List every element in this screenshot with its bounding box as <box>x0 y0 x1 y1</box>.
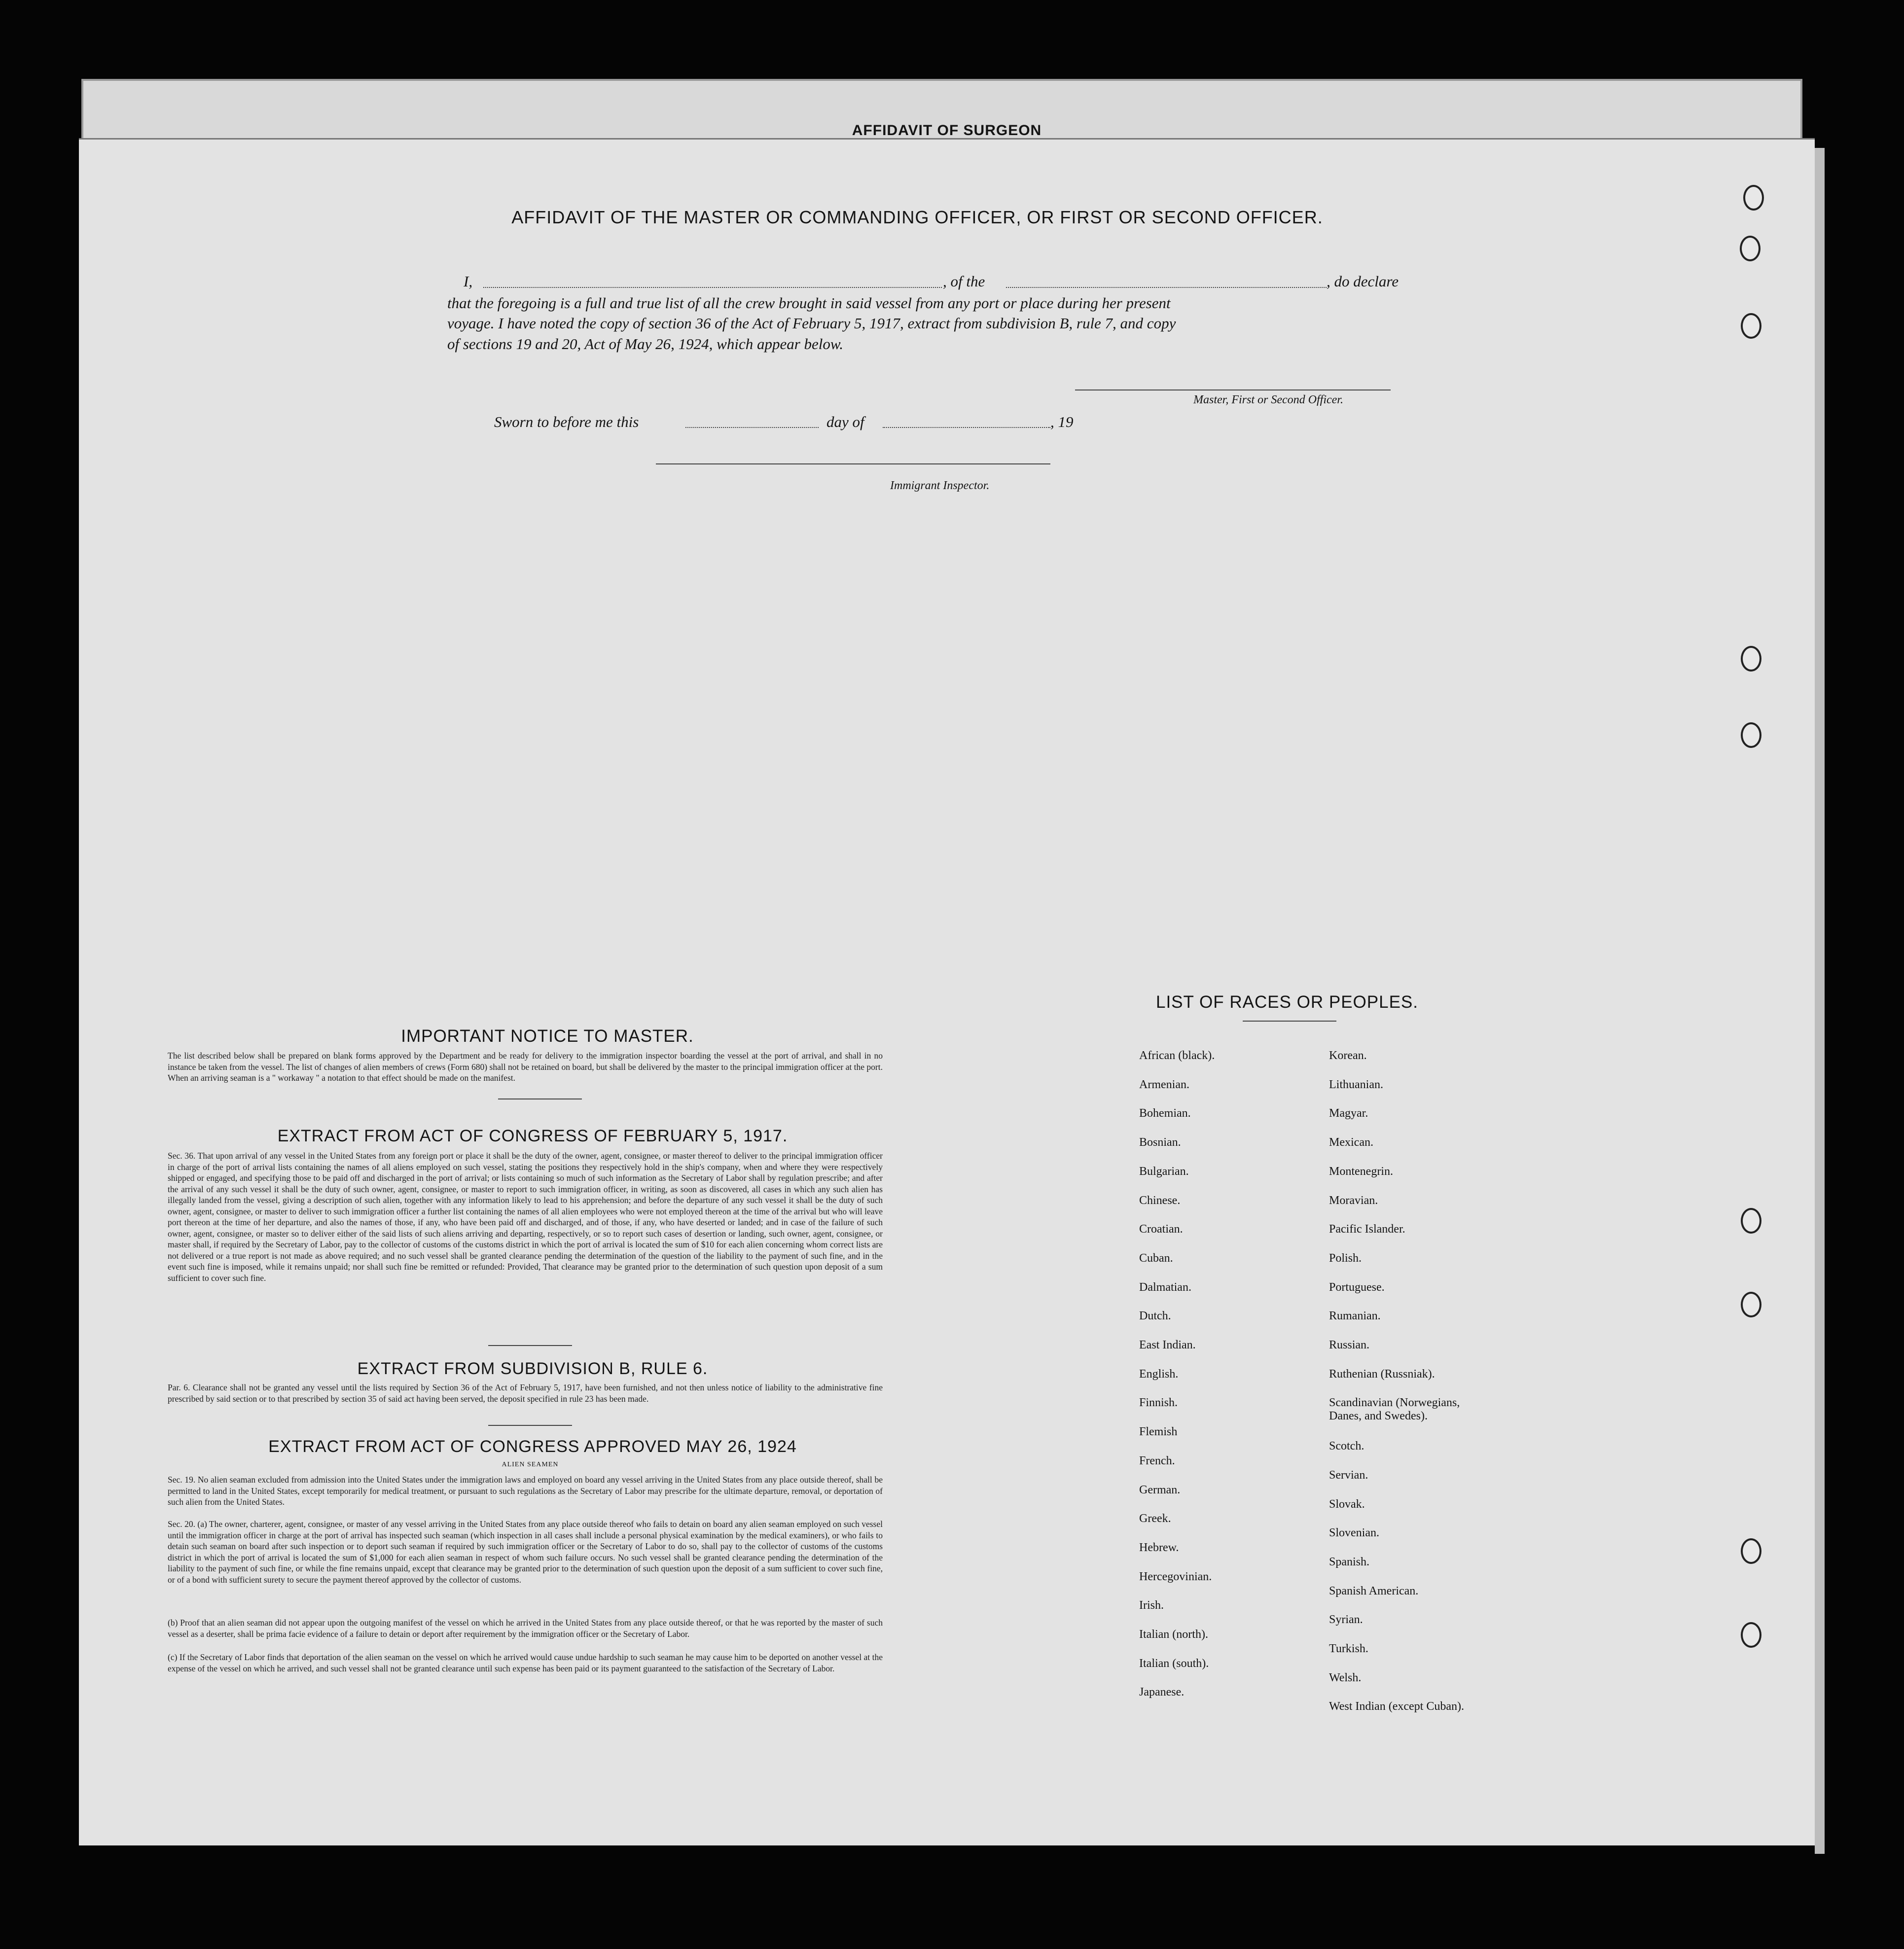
sheet-edge <box>1815 148 1825 1854</box>
sec19-text: Sec. 19. No alien seaman excluded from admission into the United States under the immigration laws and employed on board any vessel arriving in the United States from any place outside thereof, shall be permitted to land in the United States, except temporarily for medical treatment, or pursuant to such regulations as the Secretary of Labor may prescribe for the ultimate departure, removal, or deportation of such alien from the United States. <box>168 1475 883 1507</box>
decl-i-label: I, <box>464 273 473 290</box>
race-item: Portuguese. <box>1329 1280 1385 1294</box>
decl-of-the: , of the <box>943 273 985 290</box>
race-item: Greek. <box>1139 1512 1171 1525</box>
race-item: Bulgarian. <box>1139 1165 1189 1178</box>
vessel-blank[interactable] <box>1006 287 1327 288</box>
affidavit-title: AFFIDAVIT OF THE MASTER OR COMMANDING OFFICER, OR FIRST OR SECOND OFFICER. <box>511 207 1323 227</box>
divider <box>488 1425 572 1426</box>
race-item: Italian (north). <box>1139 1628 1208 1641</box>
race-item: Pacific Islander. <box>1329 1223 1405 1236</box>
name-blank[interactable] <box>483 287 942 288</box>
race-item: Hebrew. <box>1139 1541 1179 1554</box>
race-item: Welsh. <box>1329 1671 1362 1684</box>
rule6-title: EXTRACT FROM SUBDIVISION B, RULE 6. <box>357 1359 708 1378</box>
race-item: Mexican. <box>1329 1136 1373 1149</box>
race-item: Chinese. <box>1139 1194 1181 1207</box>
race-item: Dalmatian. <box>1139 1280 1191 1294</box>
extract-1924-title: EXTRACT FROM ACT OF CONGRESS APPROVED MAY 26, 1924 <box>268 1437 797 1456</box>
decl-line-2: that the foregoing is a full and true list of all the crew brought in said vessel from any port or place during her present <box>447 294 1171 312</box>
race-item: Korean. <box>1329 1049 1367 1062</box>
race-item: Irish. <box>1139 1599 1164 1612</box>
races-title: LIST OF RACES OR PEOPLES. <box>1155 992 1418 1012</box>
race-item: Syrian. <box>1329 1613 1363 1627</box>
race-item: Armenian. <box>1139 1078 1189 1091</box>
punch-hole <box>1741 1538 1761 1564</box>
punch-hole <box>1741 722 1761 748</box>
race-item: Lithuanian. <box>1329 1078 1383 1091</box>
race-item: Scandinavian (Norwegians, Danes, and Swedes). <box>1329 1396 1460 1423</box>
master-caption: Master, First or Second Officer. <box>1193 393 1343 406</box>
rule6-text: Par. 6. Clearance shall not be granted any vessel until the lists required by Section 36 of the Act of February 5, 1917, have been furnished, and not then unless notice of liability to the administrative fine prescribed by said section or to that prescribed by section 35 of said act having been served, the deposit specified in rule 23 has been made. <box>168 1382 883 1404</box>
bleed-through-text <box>414 505 423 522</box>
race-item: African (black). <box>1139 1049 1215 1062</box>
race-item: Polish. <box>1329 1251 1362 1265</box>
notice-text: The list described below shall be prepared on blank forms approved by the Department and be ready for delivery to the immigration inspector boarding the vessel at the port of arrival, and shall in no instance be taken from the vessel. The list of changes of alien members of crews (Form 680) shall not be retained on board, but shall be delivered by the master to the principal immigration officer at the port. When an arriving seaman is a " workaway " a notation to that effect should be made on the manifest. <box>168 1051 883 1083</box>
surgeon-affidavit-heading: AFFIDAVIT OF SURGEON <box>852 122 1042 139</box>
race-item: Russian. <box>1329 1339 1370 1351</box>
race-item: Spanish American. <box>1329 1584 1419 1597</box>
race-item: English. <box>1139 1367 1179 1381</box>
race-item: Turkish. <box>1329 1642 1368 1655</box>
inspector-signature-line[interactable] <box>656 463 1050 464</box>
race-item: East Indian. <box>1139 1339 1196 1351</box>
decl-line-4: of sections 19 and 20, Act of May 26, 1924, which appear below. <box>447 335 844 353</box>
punch-hole <box>1743 185 1764 211</box>
race-item: Japanese. <box>1139 1686 1185 1699</box>
race-item: Slovak. <box>1329 1497 1365 1511</box>
month-blank[interactable] <box>883 427 1050 428</box>
sec20c-text: (c) If the Secretary of Labor finds that deportation of the alien seaman on the vessel on which he arrived would cause undue hardship to such seaman he may cause him to be deported on another vessel at the expense of the vessel on which he arrived, and such vessel shall not be granted clearance until such expense has been paid or its payment guaranteed to the satisfaction of the Secretary of Labor. <box>168 1652 883 1673</box>
punch-hole <box>1741 646 1761 672</box>
race-item: Dutch. <box>1139 1310 1171 1323</box>
punch-hole <box>1741 1622 1761 1648</box>
race-item: Magyar. <box>1329 1107 1368 1120</box>
decl-do-declare: , do declare <box>1327 273 1399 290</box>
race-item: Servian. <box>1329 1468 1368 1482</box>
sworn-label: Sworn to before me this <box>494 413 639 430</box>
race-item: German. <box>1139 1483 1181 1496</box>
race-item: Spanish. <box>1329 1555 1370 1568</box>
race-item: Italian (south). <box>1139 1657 1209 1670</box>
race-item: Flemish <box>1139 1425 1178 1439</box>
race-item: Moravian. <box>1329 1194 1378 1207</box>
day-of-label: day of <box>826 413 864 430</box>
race-item: Scotch. <box>1329 1440 1365 1453</box>
race-item: Slovenian. <box>1329 1526 1379 1540</box>
race-item: Montenegrin. <box>1329 1165 1393 1178</box>
race-item: French. <box>1139 1454 1175 1467</box>
sec20b-text: (b) Proof that an alien seaman did not appear upon the outgoing manifest of the vessel on which he arrived in the United States from any place outside thereof, or that he was reported by the master of such vessel as a deserter, shall be prima facie evidence of a failure to detain or deport after requirement by the immigration officer or the Secretary of Labor. <box>168 1618 883 1639</box>
extract-1917-title: EXTRACT FROM ACT OF CONGRESS OF FEBRUARY 5, 1917. <box>277 1127 788 1145</box>
punch-hole <box>1741 313 1761 339</box>
extract-1917-text: Sec. 36. That upon arrival of any vessel in the United States from any foreign port or place it shall be the duty of the owner, agent, consignee, or master thereof to deliver to the principal immigration officer in charge of the port of arrival lists containing the names of all aliens employed on such vessel, stating the positions they respectively hold in the ship's company, when and where they were respectively shipped or engaged, and specifying those to be paid off and discharged in the port of arrival; or lists containing so much of such information as the Secretary of Labor shall by regulation prescribe; and after the arrival of any such vessel it shall be the duty of such owner, agent, consignee, or master to report to such immigration officer, in writing, as soon as discovered, all cases in which any such alien has illegally landed from the vessel, giving a description of such alien, together with any information likely to lead to his apprehension; and before the departure of any such vessel it shall be the duty of such owner, agent, consignee, or master to deliver to such immigration officer a further list containing the names of all alien employees who were not employed thereon at the time of the arrival but who will leave port thereon at the time of her departure, and also the names of those, if any, who have been paid off and discharged, and of those, if any, who have deserted or landed; and in case of the failure of such owner, agent, consignee, or master so to deliver either of the said lists of such aliens arriving and departing, respectively, or so to report such cases of desertion or landing, such owner, agent, consignee, or master shall, if required by the Secretary of Labor, pay to the collector of customs of the customs district in which the port of arrival is located the sum of $10 for each alien concerning whom correct lists are not delivered or a true report is not made as above required; and no such vessel shall be granted clearance pending the determination of the question of the liability to the payment of such fine, and in the event such fine is imposed, while it remains unpaid; nor shall such fine be remitted or refunded: Provided, That clearance may be granted prior to the determination of such question upon deposit of a sum sufficient to cover such fine. <box>168 1151 883 1283</box>
punch-hole <box>1741 1292 1761 1317</box>
race-item: Bosnian. <box>1139 1136 1181 1149</box>
divider <box>1243 1021 1336 1022</box>
race-item: Cuban. <box>1139 1251 1173 1265</box>
decl-line-3: voyage. I have noted the copy of section 36 of the Act of February 5, 1917, extract from subdivision B, rule 7, and copy <box>447 315 1176 332</box>
race-item: West Indian (except Cuban). <box>1329 1700 1464 1713</box>
year-label: , 19 <box>1050 413 1074 430</box>
alien-seamen-subtitle: ALIEN SEAMEN <box>502 1461 559 1468</box>
inspector-caption: Immigrant Inspector. <box>890 479 990 492</box>
day-blank[interactable] <box>685 427 819 428</box>
sec20a-text: Sec. 20. (a) The owner, charterer, agent, consignee, or master of any vessel arriving in the United States from any place outside thereof who fails to detain on board any alien seaman employed on such vessel until the immigration officer in charge at the port of arrival has inspected such seaman (which inspection in all cases shall include a personal physical examination by the medical examiners), or who fails to detain such seaman on board after such inspection or to deport such seaman if required by such immigration officer or the Secretary of Labor to do so, shall pay to the collector of customs of the customs district in which the port of arrival is located the sum of $1,000 for each alien seaman in respect of whom such failure occurs. No such vessel shall be granted clearance pending the determination of the liability to the payment of such fine, or while the fine remains unpaid, except that clearance may be granted prior to the determination of such question upon the deposit of a sum sufficient to cover such fine, or of a bond with sufficient surety to secure the payment thereof approved by the collector of customs. <box>168 1519 883 1585</box>
punch-hole <box>1741 1208 1761 1234</box>
race-item: Finnish. <box>1139 1396 1178 1410</box>
document-page <box>79 138 1815 1845</box>
notice-title: IMPORTANT NOTICE TO MASTER. <box>401 1027 694 1046</box>
race-item: Ruthenian (Russniak). <box>1329 1367 1435 1381</box>
race-item: Hercegovinian. <box>1139 1570 1212 1583</box>
punch-hole <box>1740 236 1760 261</box>
race-item: Bohemian. <box>1139 1107 1191 1120</box>
race-item: Rumanian. <box>1329 1310 1381 1323</box>
race-item: Croatian. <box>1139 1223 1183 1236</box>
divider <box>488 1345 572 1346</box>
